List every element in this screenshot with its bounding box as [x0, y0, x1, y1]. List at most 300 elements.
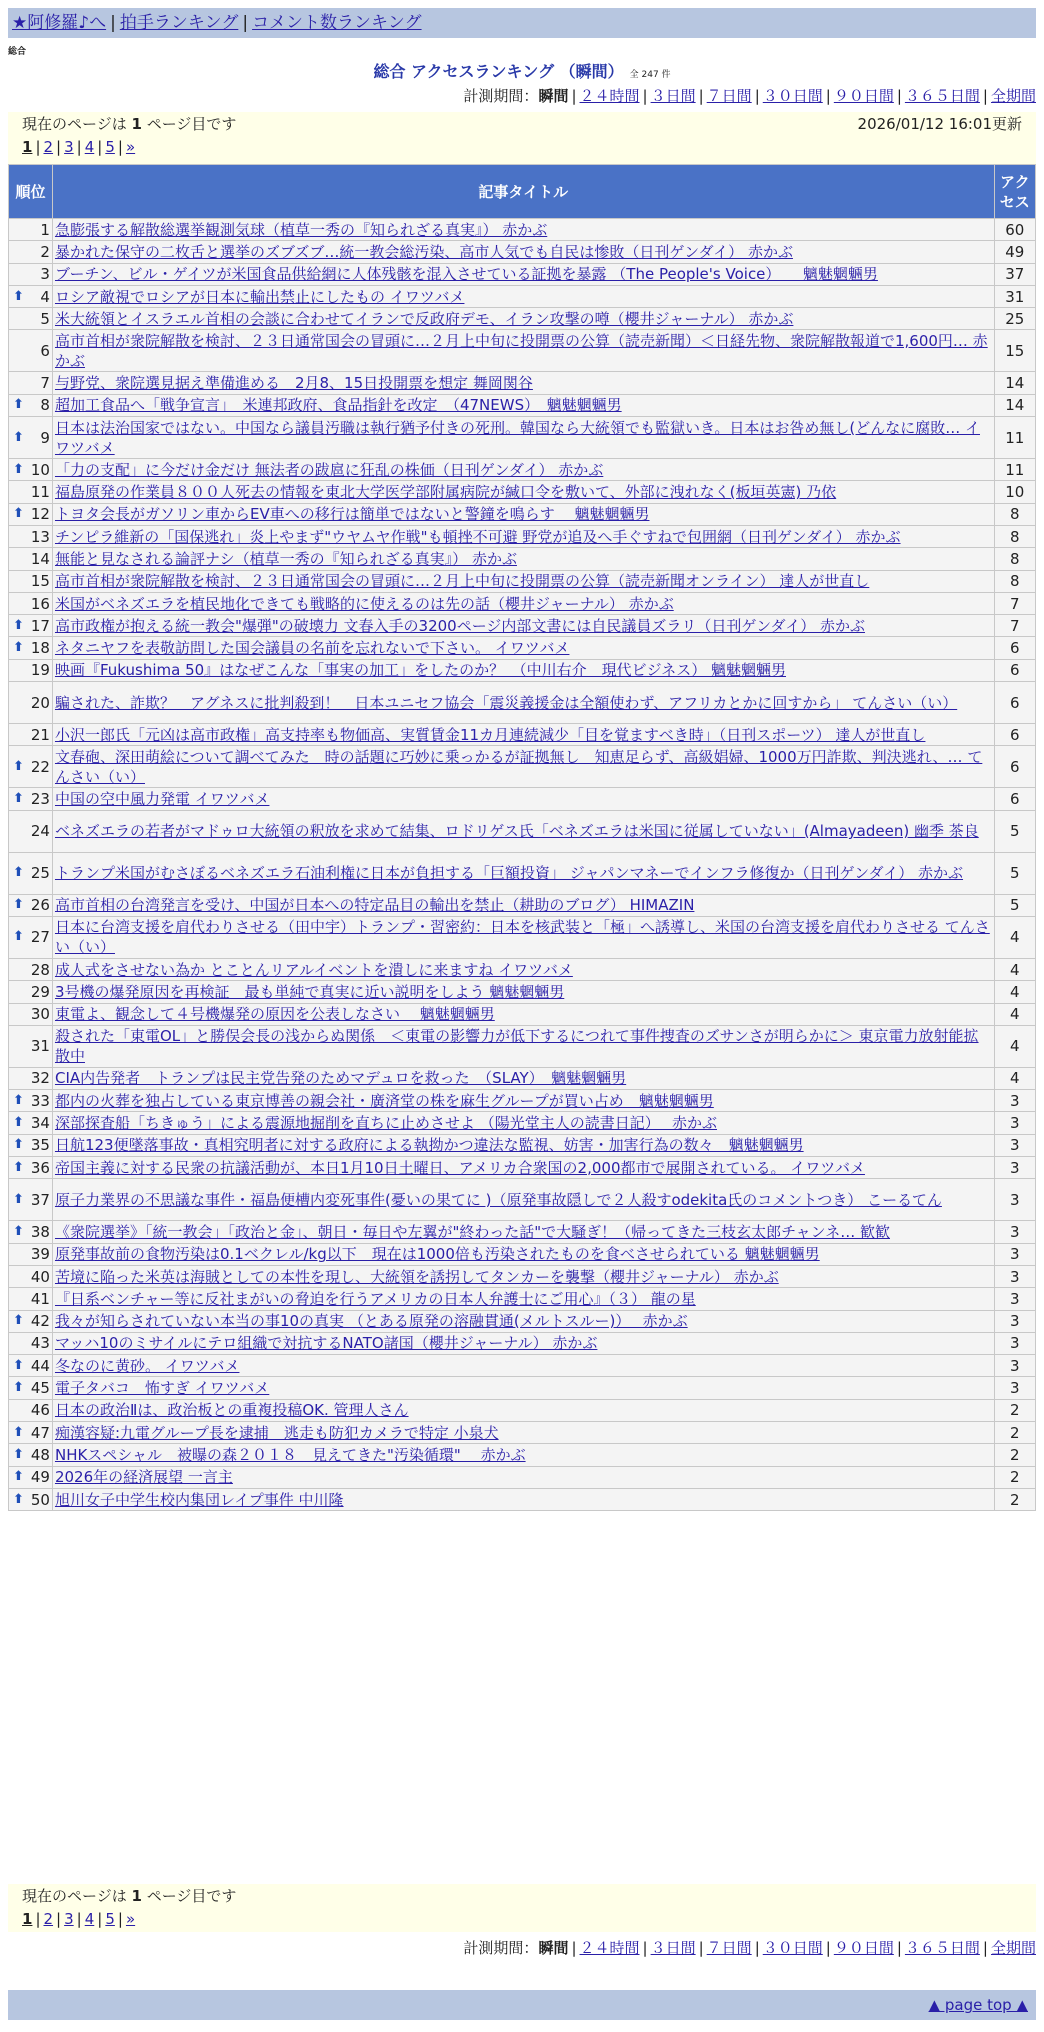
access-header: アクセス: [994, 165, 1035, 219]
access-count: 6: [994, 746, 1035, 788]
rank-number: 10: [30, 460, 50, 479]
article-link[interactable]: 高市首相の台湾発言を受け、中国が日本への特定品目の輸出を禁止（耕助のブログ） HIMAZIN: [54, 896, 695, 915]
article-link[interactable]: ブーチン、ビル・ゲイツが米国食品供給網に人体残骸を混入させている証拠を暴露 （The People's Voice） 魑魅魍魎男: [54, 265, 878, 284]
access-count: 2: [994, 1466, 1035, 1488]
access-count: 8: [994, 503, 1035, 525]
period-separator: |: [825, 87, 831, 105]
rank-number: 33: [30, 1091, 50, 1110]
access-count: 8: [994, 548, 1035, 570]
period-link[interactable]: ３日間: [650, 87, 696, 105]
article-link[interactable]: 苦境に陥った米英は海賊としての本性を現し、大統領を誘拐してタンカーを襲撃（櫻井ジャーナル） 赤かぶ: [54, 1267, 779, 1286]
access-count: 4: [994, 1025, 1035, 1067]
article-link[interactable]: 小沢一郎氏「元凶は高市政権」高支持率も物価高、実質賃金11カ月連続減少「目を覚ますべき時」（日刊スポーツ） 達人が世直し: [54, 725, 926, 744]
nav-separator: |: [110, 13, 116, 33]
table-row: [9, 417, 1036, 459]
title-cell: [52, 1067, 994, 1089]
table-row: [9, 525, 1036, 547]
period-label: 計測期間：: [463, 1939, 539, 1957]
title-cell: [52, 615, 994, 637]
title-cell: [52, 570, 994, 592]
pager-panel-bottom: [8, 1884, 1036, 1932]
nav-separator: |: [242, 13, 249, 33]
article-link[interactable]: 深部探査船「ちきゅう」による震源地掘削を直ちに止めさせよ （陽光堂主人の読書日記） 赤かぶ: [54, 1114, 718, 1133]
period-link[interactable]: 全期間: [990, 1939, 1036, 1957]
footer-bar: [8, 1990, 1036, 2020]
rank-number: 14: [30, 549, 50, 568]
article-link[interactable]: 与野党、衆院選見据え準備進める 2月8、15日投開票を想定 舞岡関谷: [54, 374, 533, 393]
article-link[interactable]: CIA内告発者 トランプは民主党告発のためマデュロを救った （SLAY） 魑魅魍魎男: [54, 1069, 627, 1088]
title-cell: [52, 1399, 994, 1421]
table-row: [9, 1444, 1036, 1466]
rank-up-icon: ⬆: [13, 1469, 24, 1485]
rank-up-icon: ⬆: [13, 1115, 24, 1131]
access-count: 3: [994, 1112, 1035, 1134]
article-link[interactable]: 帝国主義に対する民衆の抗議活動が、本日1月10日土曜日、アメリカ合衆国の2,000都市で展開されている。 イワツバメ: [54, 1158, 865, 1177]
period-separator: |: [896, 87, 902, 105]
table-row: [9, 592, 1036, 614]
title-cell: [52, 1090, 994, 1112]
title-cell: [52, 810, 994, 852]
article-link[interactable]: 成人式をさせない為か とことんリアルイベントを潰しに来ますね イワツバメ: [54, 960, 573, 979]
period-link[interactable]: ３６５日間: [904, 87, 980, 105]
table-row: [9, 1265, 1036, 1287]
period-separator: |: [571, 87, 577, 105]
article-link[interactable]: 暴かれた保守の二枚舌と選挙のズブズブ…統一教会総汚染、高市人気でも自民は惨敗（日刊ゲンダイ） 赤かぶ: [54, 242, 793, 261]
table-row: [9, 916, 1036, 958]
rank-number: 42: [30, 1312, 50, 1331]
rank-cell: [9, 1157, 53, 1179]
rank-up-icon: ⬆: [13, 1446, 24, 1462]
title-cell: [52, 1112, 994, 1134]
rank-number: 19: [30, 661, 50, 680]
title-cell: [52, 1355, 994, 1377]
title-cell: [52, 958, 994, 980]
period-link[interactable]: ３０日間: [762, 1939, 823, 1957]
rank-cell: [9, 916, 53, 958]
table-row: [9, 852, 1036, 894]
title-cell: [52, 852, 994, 894]
access-count: 3: [994, 1332, 1035, 1354]
rank-number: 34: [30, 1114, 50, 1133]
article-link[interactable]: 高市政権が抱える統一教会"爆弾"の破壊力 文春入手の3200ページ内部文書には自民議員ズラリ（日刊ゲンダイ） 赤かぶ: [54, 616, 865, 635]
title-cell: [52, 1377, 994, 1399]
article-link[interactable]: 映画『Fukushima 50』はなぜこんな「事実の加工」をしたのか？ （中川右介 現代ビジネス） 魑魅魍魎男: [54, 661, 786, 680]
rank-number: 22: [30, 757, 50, 776]
pager-next-link[interactable]: »: [125, 138, 136, 156]
rank-cell: [9, 1025, 53, 1067]
rank-cell: [9, 1310, 53, 1332]
rank-cell: [9, 637, 53, 659]
access-count: 2: [994, 1444, 1035, 1466]
table-row: [9, 682, 1036, 724]
rank-header: 順位: [9, 165, 53, 219]
article-link[interactable]: 原子力業界の不思議な事件・福島便槽内変死事件(憂いの果てに )（原発事故隠しで２人殺すodekita氏のコメントつき） こーるてん: [54, 1190, 942, 1209]
table-row: [9, 459, 1036, 481]
pager-page-link[interactable]: 4: [84, 1910, 95, 1928]
rank-cell: [9, 958, 53, 980]
article-link[interactable]: 急膨張する解散総選挙観測気球（植草一秀の『知られざる真実』） 赤かぶ: [54, 220, 548, 239]
access-count: 5: [994, 894, 1035, 916]
article-link[interactable]: 高市首相が衆院解散を検討、２３日通常国会の冒頭に…２月上中旬に投開票の公算（読売新聞オンライン） 達人が世直し: [54, 572, 870, 591]
rank-cell: [9, 659, 53, 681]
access-count: 25: [994, 308, 1035, 330]
access-count: 3: [994, 1288, 1035, 1310]
period-separator: |: [571, 1939, 577, 1957]
pager-status: 現在のページは 1 ページ目です: [22, 1887, 237, 1905]
rank-cell: [9, 1421, 53, 1443]
article-link[interactable]: 「力の支配」に今だけ金だけ 無法者の跋扈に狂乱の株価（日刊ゲンダイ） 赤かぶ: [54, 460, 604, 479]
rank-cell: [9, 1243, 53, 1265]
table-row: [9, 788, 1036, 810]
period-link[interactable]: 全期間: [990, 87, 1036, 105]
rank-up-icon: ⬆: [13, 1137, 24, 1153]
article-link[interactable]: 我々が知らされていない本当の事10の真実 （とある原発の溶融貫通(メルトスルー)） 赤かぶ: [54, 1312, 688, 1331]
rank-cell: [9, 308, 53, 330]
access-count: 2: [994, 1421, 1035, 1443]
article-link[interactable]: 文春砲、深田萌絵について調べてみた 時の話題に巧妙に乗っかるが証拠無し 知恵足らず、高級娼婦、1000万円詐欺、判決逃れ、… てんさい（い）: [54, 747, 983, 786]
updated-time: 2026/01/12 16:01更新: [857, 115, 1022, 133]
rank-up-icon: ⬆: [13, 1424, 24, 1440]
title-cell: [52, 548, 994, 570]
table-row: [9, 308, 1036, 330]
rank-up-icon: ⬆: [13, 506, 24, 522]
pager-separator: |: [35, 1910, 41, 1928]
rank-cell: [9, 548, 53, 570]
rank-up-icon: ⬆: [13, 1313, 24, 1329]
table-row: [9, 285, 1036, 307]
period-link[interactable]: ９０日間: [833, 87, 894, 105]
rank-number: 31: [30, 1037, 50, 1056]
access-count: 4: [994, 1003, 1035, 1025]
ranking-title-line: [0, 60, 1044, 87]
period-separator: |: [825, 1939, 831, 1957]
pager-panel-top: [8, 112, 1036, 164]
rank-number: 46: [30, 1401, 50, 1420]
period-separator: |: [642, 87, 648, 105]
pager-page-link[interactable]: 5: [105, 1910, 115, 1928]
page-top-link[interactable]: ▲ page top ▲: [928, 1996, 1028, 2014]
pager-separator: |: [76, 1910, 82, 1928]
pager-separator: |: [97, 138, 103, 156]
access-count: 60: [994, 219, 1035, 241]
rank-up-icon: ⬆: [13, 1491, 24, 1507]
title-cell: [52, 1488, 994, 1510]
period-link[interactable]: ３日間: [650, 1939, 696, 1957]
title-cell: [52, 724, 994, 746]
article-link[interactable]: トランプ米国がむさぼるベネズエラ石油利権に日本が負担する「巨額投資」 ジャパンマネーでインフラ修復か（日刊ゲンダイ） 赤かぶ: [54, 864, 964, 883]
table-row: [9, 1466, 1036, 1488]
article-link[interactable]: 超加工食品へ「戦争宣言」 米連邦政府、食品指針を改定 （47NEWS） 魑魅魍魎男: [54, 396, 622, 415]
table-row: [9, 1067, 1036, 1089]
article-link[interactable]: 騙された、詐欺？ アグネスに批判殺到！ 日本ユニセフ協会「震災義援金は全額使わず、アフリカとかに回すから」 てんさい（い）: [54, 693, 958, 712]
table-row: [9, 1221, 1036, 1243]
period-separator: |: [698, 1939, 704, 1957]
pager-page-link[interactable]: 4: [84, 138, 95, 156]
table-row: [9, 481, 1036, 503]
table-row: [9, 219, 1036, 241]
title-cell: [52, 481, 994, 503]
access-count: 3: [994, 1179, 1035, 1221]
period-link[interactable]: ２４時間: [579, 87, 640, 105]
title-cell: [52, 746, 994, 788]
access-count: 11: [994, 417, 1035, 459]
article-link[interactable]: 電子タバコ 怖すぎ イワツバメ: [54, 1379, 270, 1398]
article-link[interactable]: 日本の政治Ⅱは、政治板との重複投稿OK. 管理人さん: [54, 1401, 409, 1420]
pager-page-link[interactable]: 5: [105, 138, 115, 156]
access-count: 31: [994, 285, 1035, 307]
article-link[interactable]: トヨタ会長がガソリン車からEV車への移行は簡単ではないと警鐘を鳴らす 魑魅魍魎男: [54, 505, 650, 524]
title-cell: [52, 241, 994, 263]
rank-up-icon: ⬆: [13, 758, 24, 774]
pager-separator: |: [35, 138, 41, 156]
rank-number: 18: [30, 639, 50, 658]
rank-number: 45: [30, 1379, 50, 1398]
table-row: [9, 503, 1036, 525]
article-link[interactable]: 米国がベネズエラを植民地化できても戦略的に使えるのは先の話（櫻井ジャーナル） 赤かぶ: [54, 594, 674, 613]
rank-cell: [9, 394, 53, 416]
article-link[interactable]: マッハ10のミサイルにテロ組織で対抗するNATO諸国（櫻井ジャーナル） 赤かぶ: [54, 1334, 598, 1353]
access-count: 4: [994, 958, 1035, 980]
table-row: [9, 1421, 1036, 1443]
rank-number: 4: [40, 287, 50, 306]
rank-up-icon: ⬆: [13, 640, 24, 656]
pager-status: 現在のページは 1 ページ目です: [22, 115, 237, 133]
title-cell: [52, 503, 994, 525]
article-link[interactable]: 高市首相が衆院解散を検討、２３日通常国会の冒頭に…２月上中旬に投開票の公算（読売新聞）＜日経先物、衆院解散報道で1,600円… 赤かぶ: [54, 331, 988, 370]
rank-number: 23: [30, 789, 50, 808]
article-link[interactable]: 中国の空中風力発電 イワツバメ: [54, 789, 270, 808]
rank-cell: [9, 330, 53, 372]
pager-next-link[interactable]: »: [125, 1910, 136, 1928]
access-count: 4: [994, 1067, 1035, 1089]
period-link[interactable]: ７日間: [706, 87, 752, 105]
access-count: 3: [994, 1355, 1035, 1377]
article-link[interactable]: 3号機の爆発原因を再検証 最も単純で真実に近い説明をしよう 魑魅魍魎男: [54, 982, 565, 1001]
table-row: [9, 724, 1036, 746]
rank-number: 39: [30, 1245, 50, 1264]
article-link[interactable]: 米大統領とイスラエル首相の会談に合わせてイランで反政府デモ、イラン攻撃の噂（櫻井ジャーナル） 赤かぶ: [54, 309, 794, 328]
rank-number: 16: [30, 594, 50, 613]
rank-up-icon: ⬆: [13, 397, 24, 413]
title-cell: [52, 1221, 994, 1243]
rank-cell: [9, 1265, 53, 1287]
article-link[interactable]: 原発事故前の食物汚染は0.1ベクレル/kg以下 現在は1000倍も汚染されたものを食べさせられている 魑魅魍魎男: [54, 1245, 820, 1264]
title-cell: [52, 1134, 994, 1156]
rank-number: 7: [40, 374, 50, 393]
rank-up-icon: ⬆: [13, 429, 24, 445]
title-cell: [52, 1179, 994, 1221]
access-count: 3: [994, 1377, 1035, 1399]
table-row: [9, 615, 1036, 637]
rank-cell: [9, 1090, 53, 1112]
page-title: 総合 アクセスランキング （瞬間）: [373, 62, 624, 81]
period-link[interactable]: ２４時間: [579, 1939, 640, 1957]
table-row: [9, 981, 1036, 1003]
rank-up-icon: ⬆: [13, 1159, 24, 1175]
rank-cell: [9, 1444, 53, 1466]
pager-page-link[interactable]: 3: [64, 1910, 74, 1928]
rank-number: 48: [30, 1445, 50, 1464]
table-row: [9, 1399, 1036, 1421]
access-count: 3: [994, 1243, 1035, 1265]
table-row: [9, 1003, 1036, 1025]
rank-number: 44: [30, 1356, 50, 1375]
access-count: 37: [994, 263, 1035, 285]
access-count: 6: [994, 659, 1035, 681]
article-link[interactable]: 都内の火葬を独占している東京博善の親会社・廣済堂の株を麻生グループが買い占め 魑魅魍魎男: [54, 1091, 714, 1110]
article-link[interactable]: チンピラ維新の「国保逃れ」炎上やまず"ウヤムヤ作戦"も頓挫不可避 野党が追及へ手ぐすねで包囲網（日刊ゲンダイ） 赤かぶ: [54, 527, 901, 546]
access-count: 7: [994, 615, 1035, 637]
article-link[interactable]: 日本は法治国家ではない。中国なら議員汚職は執行猶予付きの死刑。韓国なら大統領でも監獄いき。日本はお咎め無し(どんなに腐敗… イワツバメ: [54, 418, 980, 457]
comment-ranking-link[interactable]: コメント数ランキング: [252, 13, 422, 33]
access-count: 14: [994, 394, 1035, 416]
pager-separator: |: [76, 138, 82, 156]
rank-number: 25: [30, 864, 50, 883]
pager-separator: |: [97, 1910, 103, 1928]
rank-number: 38: [30, 1222, 50, 1241]
period-selector-top: [463, 86, 1036, 106]
period-link[interactable]: ３６５日間: [904, 1939, 980, 1957]
period-separator: |: [982, 87, 988, 105]
rank-cell: [9, 894, 53, 916]
rank-number: 40: [30, 1267, 50, 1286]
pager-current-page: 1: [22, 138, 33, 156]
article-link[interactable]: ネタニヤフを表敬訪問した国会議員の名前を忘れないで下さい。 イワツバメ: [54, 639, 570, 658]
title-cell: [52, 1332, 994, 1354]
title-cell: [52, 682, 994, 724]
rank-number: 36: [30, 1158, 50, 1177]
rank-number: 13: [30, 527, 50, 546]
rank-number: 30: [30, 1005, 50, 1024]
period-link[interactable]: ９０日間: [833, 1939, 894, 1957]
pager-page-link[interactable]: 3: [64, 138, 74, 156]
article-link[interactable]: ベネズエラの若者がマドゥロ大統領の釈放を求めて結集、ロドリゲス氏「ベネズエラは米国に従属していない」(Almayadeen) 幽季 茶良: [54, 822, 979, 841]
article-link[interactable]: 冬なのに黄砂。 イワツバメ: [54, 1356, 240, 1375]
rank-up-icon: ⬆: [13, 865, 24, 881]
title-cell: [52, 981, 994, 1003]
title-cell: [52, 285, 994, 307]
access-count: 6: [994, 682, 1035, 724]
table-row: [9, 1310, 1036, 1332]
table-row: [9, 1179, 1036, 1221]
article-link[interactable]: 『日系ベンチャー等に反社まがいの脅迫を行うアメリカの日本人弁護士にご用心』（３） 龍の星: [54, 1289, 696, 1308]
rank-cell: [9, 724, 53, 746]
access-count: 3: [994, 1265, 1035, 1287]
title-cell: [52, 525, 994, 547]
rank-cell: [9, 615, 53, 637]
article-link[interactable]: 日航123便墜落事故・真相究明者に対する政府による執拗かつ違法な監視、妨害・加害行為の数々 魑魅魍魎男: [54, 1136, 804, 1155]
article-link[interactable]: 殺された「東電OL」と勝俣会長の浅からぬ関係 ＜東電の影響力が低下するにつれて事件捜査のズサンさが明らかに＞ 東京電力放射能拡散中: [54, 1027, 979, 1066]
category-label: 総合: [8, 47, 27, 57]
table-row: [9, 1332, 1036, 1354]
access-count: 8: [994, 570, 1035, 592]
period-link[interactable]: ７日間: [706, 1939, 752, 1957]
table-row: [9, 958, 1036, 980]
rank-number: 28: [30, 960, 50, 979]
asyura-home-link[interactable]: ★阿修羅♪へ: [12, 13, 107, 33]
rank-cell: [9, 503, 53, 525]
pager-separator: |: [56, 1910, 62, 1928]
rank-cell: [9, 1332, 53, 1354]
table-row: [9, 263, 1036, 285]
rank-cell: [9, 481, 53, 503]
access-count: 49: [994, 241, 1035, 263]
title-cell: [52, 263, 994, 285]
period-separator: |: [754, 87, 760, 105]
rank-number: 11: [30, 483, 50, 502]
access-count: 2: [994, 1399, 1035, 1421]
table-row: [9, 659, 1036, 681]
table-row: [9, 1243, 1036, 1265]
rank-cell: [9, 788, 53, 810]
ranking-table: [8, 164, 1036, 1511]
pager-page-link[interactable]: 2: [43, 138, 54, 156]
title-cell: [52, 1466, 994, 1488]
access-count: 6: [994, 788, 1035, 810]
title-cell: [52, 1310, 994, 1332]
rank-cell: [9, 570, 53, 592]
rank-up-icon: ⬆: [13, 1357, 24, 1373]
pager-links-top: [22, 136, 1022, 158]
access-count: 6: [994, 637, 1035, 659]
rank-cell: [9, 852, 53, 894]
rank-cell: [9, 263, 53, 285]
applause-ranking-link[interactable]: 拍手ランキング: [119, 13, 239, 33]
pager-page-link[interactable]: 2: [43, 1910, 54, 1928]
table-row: [9, 1134, 1036, 1156]
table-row: [9, 894, 1036, 916]
article-link[interactable]: 日本に台湾支援を肩代わりさせる（田中宇）トランプ・習密約：日本を核武装と「極」へ誘導し、米国の台湾支援を肩代わりさせる てんさい（い）: [54, 918, 990, 957]
title-cell: [52, 1421, 994, 1443]
rank-cell: [9, 1466, 53, 1488]
rank-number: 6: [40, 341, 50, 360]
table-row: [9, 1355, 1036, 1377]
rank-number: 9: [40, 428, 50, 447]
access-count: 6: [994, 724, 1035, 746]
period-link[interactable]: ３０日間: [762, 87, 823, 105]
rank-cell: [9, 1112, 53, 1134]
pager-separator: |: [117, 1910, 123, 1928]
article-link[interactable]: 無能と見なされる論評ナシ（植草一秀の『知られざる真実』） 赤かぶ: [54, 549, 517, 568]
period-separator: |: [982, 1939, 988, 1957]
title-header: 記事タイトル: [52, 165, 994, 219]
article-link[interactable]: ロシア敵視でロシアが日本に輸出禁止にしたもの イワツバメ: [54, 287, 465, 306]
title-cell: [52, 637, 994, 659]
title-cell: [52, 916, 994, 958]
article-link[interactable]: 東電よ、観念して４号機爆発の原因を公表しなさい 魑魅魍魎男: [54, 1005, 495, 1024]
access-count: 15: [994, 330, 1035, 372]
title-cell: [52, 592, 994, 614]
total-count: 全 247 件: [629, 70, 671, 80]
article-link[interactable]: 2026年の経済展望 一言主: [54, 1468, 233, 1487]
title-cell: [52, 1288, 994, 1310]
access-count: 4: [994, 916, 1035, 958]
rank-cell: [9, 592, 53, 614]
table-row: [9, 1288, 1036, 1310]
rank-cell: [9, 981, 53, 1003]
article-link[interactable]: 福島原発の作業員８００人死去の情報を東北大学医学部附属病院が緘口令を敷いて、外部に洩れなく(板垣英憲) 乃依: [54, 483, 837, 502]
table-row: [9, 241, 1036, 263]
article-link[interactable]: 旭川女子中学生校内集団レイプ事件 中川隆: [54, 1490, 344, 1509]
pager-separator: |: [56, 138, 62, 156]
table-row: [9, 746, 1036, 788]
article-link[interactable]: 《衆院選挙》「統一教会」「政治と金」、朝日・毎日や左翼が"終わった話"で大騒ぎ！（帰ってきた三枝玄太郎チャンネ… 歓歓: [54, 1222, 890, 1241]
article-link[interactable]: NHKスペシャル 被曝の森２０１８ 見えてきた"汚染循環" 赤かぶ: [54, 1445, 526, 1464]
rank-cell: [9, 1134, 53, 1156]
article-link[interactable]: 痴漢容疑:九電グループ長を逮捕 逃走も防犯カメラで特定 小泉犬: [54, 1423, 499, 1442]
rank-number: 29: [30, 982, 50, 1001]
rank-cell: [9, 1221, 53, 1243]
